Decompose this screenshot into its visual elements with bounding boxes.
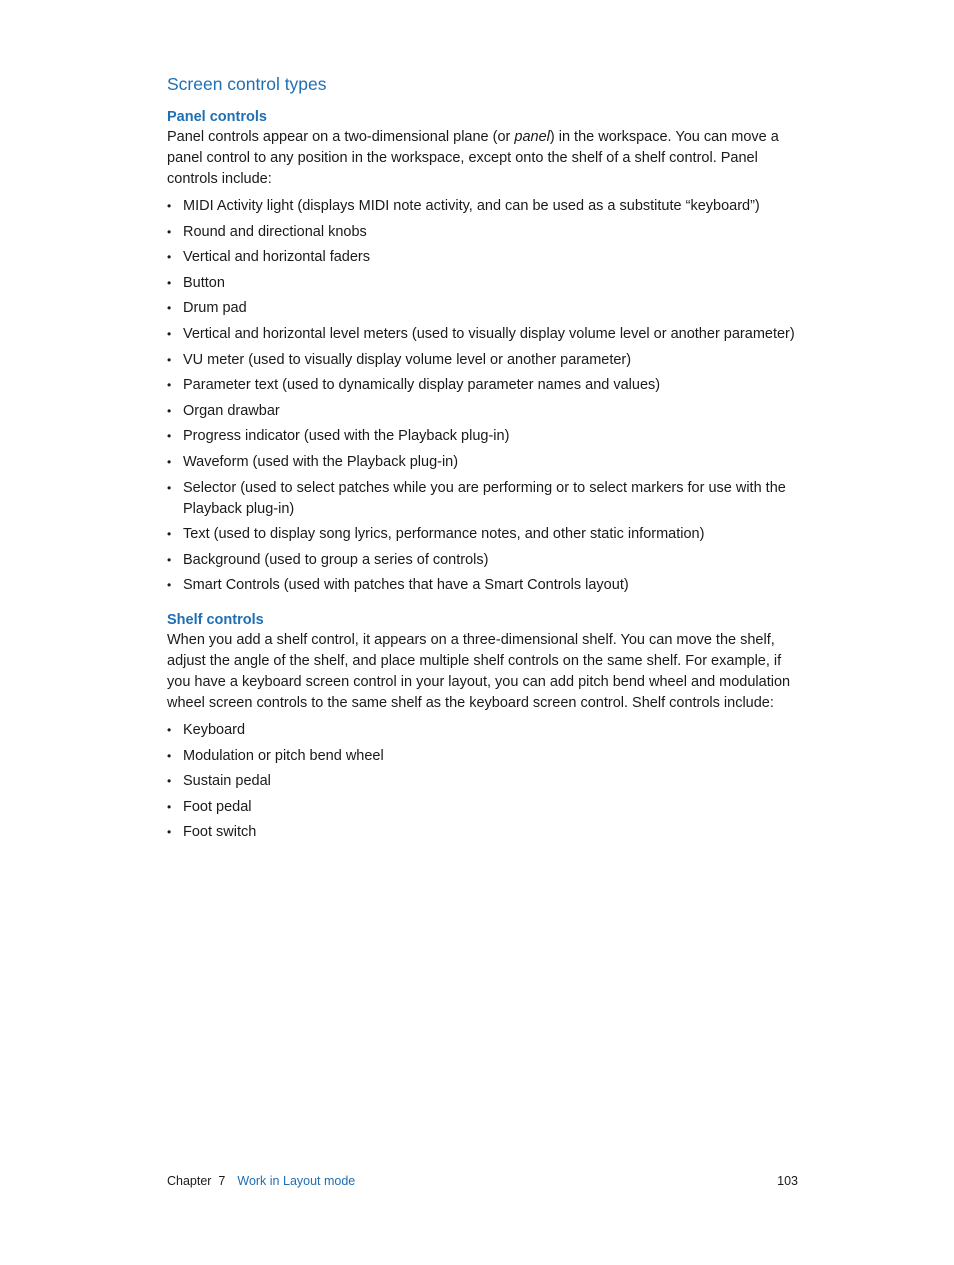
shelf-controls-intro: When you add a shelf control, it appears on a three-dimensional shelf. You can move the shelf, adjust the angle of the shelf, and place multiple shelf controls on the same shelf. For example, if you have a keyboard screen control in your layout, you can add pitch bend wheel and modulation wheel screen controls to the same shelf as the keyboard screen control. Shelf controls include: <box>167 631 791 711</box>
list-item: • Waveform (used with the Playback plug-in) <box>167 452 807 473</box>
bullet-icon: • <box>167 774 172 789</box>
list-item: • Vertical and horizontal faders <box>167 247 807 268</box>
bullet-icon: • <box>167 403 172 418</box>
bullet-icon: • <box>167 480 172 495</box>
section-title: Screen control types <box>167 74 327 94</box>
bullet-icon: • <box>167 429 172 444</box>
list-item: • Background (used to group a series of controls) <box>167 550 807 571</box>
chapter-label: Chapter 7 <box>167 1174 226 1188</box>
list-item: • Round and directional knobs <box>167 222 807 243</box>
list-item: • VU meter (used to visually display volume level or another parameter) <box>167 350 807 371</box>
panel-controls-list <box>167 196 807 596</box>
shelf-controls-list <box>167 720 807 843</box>
panel-intro-before: Panel controls appear on a two-dimensional plane (or <box>167 129 515 145</box>
bullet-icon: • <box>167 275 172 290</box>
shelf-controls-heading: Shelf controls <box>167 611 264 628</box>
list-item: • Modulation or pitch bend wheel <box>167 746 807 767</box>
chapter-title-link[interactable]: Work in Layout mode <box>237 1174 356 1188</box>
bullet-icon: • <box>167 378 172 393</box>
bullet-icon: • <box>167 250 172 265</box>
document-body <box>167 72 807 848</box>
panel-controls-intro <box>167 127 807 190</box>
list-item: • Foot switch <box>167 822 807 843</box>
list-item: • Button <box>167 273 807 294</box>
list-item: • MIDI Activity light (displays MIDI note activity, and can be used as a substitute “keyboard”) <box>167 196 807 217</box>
bullet-icon: • <box>167 552 172 567</box>
list-item: • Parameter text (used to dynamically display parameter names and values) <box>167 375 807 396</box>
bullet-icon: • <box>167 578 172 593</box>
page-number: 103 <box>777 1174 798 1188</box>
bullet-icon: • <box>167 352 172 367</box>
bullet-icon: • <box>167 825 172 840</box>
bullet-icon: • <box>167 199 172 213</box>
bullet-icon: • <box>167 799 172 814</box>
panel-controls-heading: Panel controls <box>167 109 267 125</box>
list-item: • Smart Controls (used with patches that have a Smart Controls layout) <box>167 575 807 596</box>
bullet-icon: • <box>167 326 172 341</box>
list-item: • Progress indicator (used with the Playback plug-in) <box>167 426 807 447</box>
bullet-icon: • <box>167 748 172 763</box>
list-item: • Drum pad <box>167 298 807 319</box>
panel-intro-after: ) in the workspace. You can move a panel control to any position in the workspace, except onto the shelf of a shelf control. Panel controls include: <box>167 129 779 187</box>
list-item: • Vertical and horizontal level meters (used to visually display volume level or another parameter) <box>167 324 807 345</box>
list-item: • Keyboard <box>167 720 807 741</box>
bullet-icon: • <box>167 454 172 469</box>
bullet-icon: • <box>167 527 172 542</box>
list-item: • Foot pedal <box>167 797 807 818</box>
page-footer <box>167 1172 798 1190</box>
bullet-icon: • <box>167 224 172 239</box>
list-item: • Organ drawbar <box>167 401 807 422</box>
list-item: • Selector (used to select patches while you are performing or to select markers for use with the Playback plug-in) <box>167 479 786 517</box>
bullet-icon: • <box>167 722 172 737</box>
bullet-icon: • <box>167 301 172 316</box>
panel-intro-emphasis: panel <box>514 129 550 145</box>
list-item: • Text (used to display song lyrics, performance notes, and other static information) <box>167 524 807 545</box>
list-item: • Sustain pedal <box>167 771 807 792</box>
